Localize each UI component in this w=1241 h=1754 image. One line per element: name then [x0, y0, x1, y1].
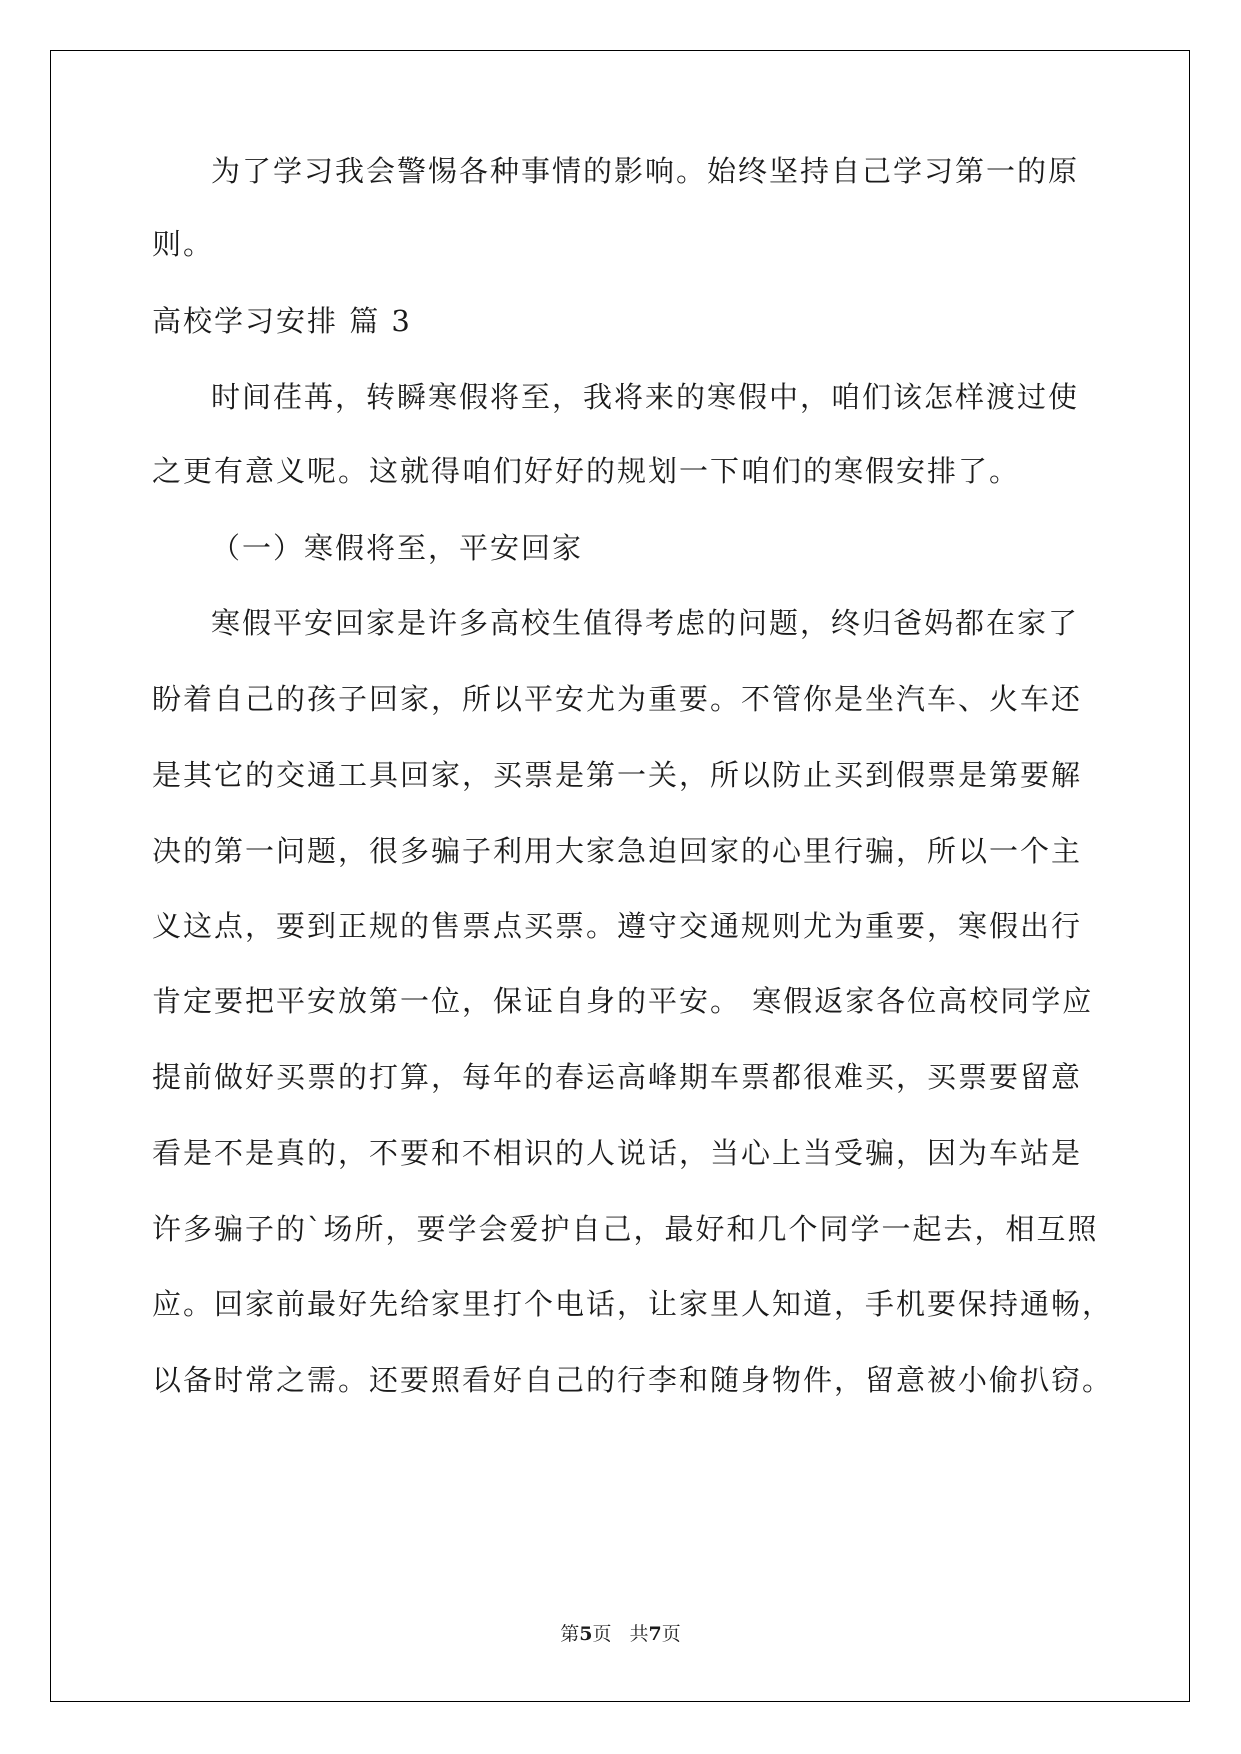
paragraph-line: 应。回家前最好先给家里打个电话，让家里人知道，手机要保持通畅， — [152, 1287, 1114, 1321]
paragraph-line: 则。 — [152, 227, 215, 261]
footer-prefix: 第 — [560, 1623, 580, 1645]
subsection-heading: （一）寒假将至，平安回家 — [211, 531, 584, 565]
paragraph-line: 肯定要把平安放第一位，保证自身的平安。 寒假返家各位高校同学应 — [152, 984, 1094, 1018]
footer-total-unit: 页 — [661, 1623, 681, 1645]
paragraph-line: 盼着自己的孩子回家，所以平安尤为重要。不管你是坐汽车、火车还 — [152, 682, 1083, 716]
paragraph-line: 许多骗子的`场所，要学会爱护自己，最好和几个同学一起去，相互照 — [152, 1212, 1099, 1246]
paragraph-line: 决的第一问题，很多骗子利用大家急迫回家的心里行骗，所以一个主 — [152, 834, 1083, 868]
paragraph-line: 看是不是真的，不要和不相识的人说话，当心上当受骗，因为车站是 — [152, 1136, 1083, 1170]
section-heading: 高校学习安排 篇 3 — [152, 304, 412, 338]
paragraph-line: 以备时常之需。还要照看好自己的行李和随身物件，留意被小偷扒窃。 — [152, 1363, 1114, 1397]
page-footer — [0, 1621, 1241, 1647]
total-pages-number: 7 — [648, 1623, 662, 1645]
paragraph-line: 义这点，要到正规的售票点买票。遵守交通规则尤为重要，寒假出行 — [152, 909, 1083, 943]
paragraph-line: 时间荏苒，转瞬寒假将至，我将来的寒假中，咱们该怎样渡过使 — [211, 380, 1080, 414]
paragraph-line: 为了学习我会警惕各种事情的影响。始终坚持自己学习第一的原 — [211, 154, 1080, 188]
page-border — [50, 50, 1190, 1702]
footer-page-unit: 页 — [592, 1623, 612, 1645]
paragraph-line: 是其它的交通工具回家，买票是第一关，所以防止买到假票是第要解 — [152, 758, 1083, 792]
paragraph-line: 寒假平安回家是许多高校生值得考虑的问题，终归爸妈都在家了 — [211, 606, 1080, 640]
paragraph-line: 之更有意义呢。这就得咱们好好的规划一下咱们的寒假安排了。 — [152, 454, 1021, 488]
paragraph-line: 提前做好买票的打算，每年的春运高峰期车票都很难买，买票要留意 — [152, 1060, 1083, 1094]
current-page-number: 5 — [579, 1623, 593, 1645]
footer-total-prefix: 共 — [629, 1623, 649, 1645]
